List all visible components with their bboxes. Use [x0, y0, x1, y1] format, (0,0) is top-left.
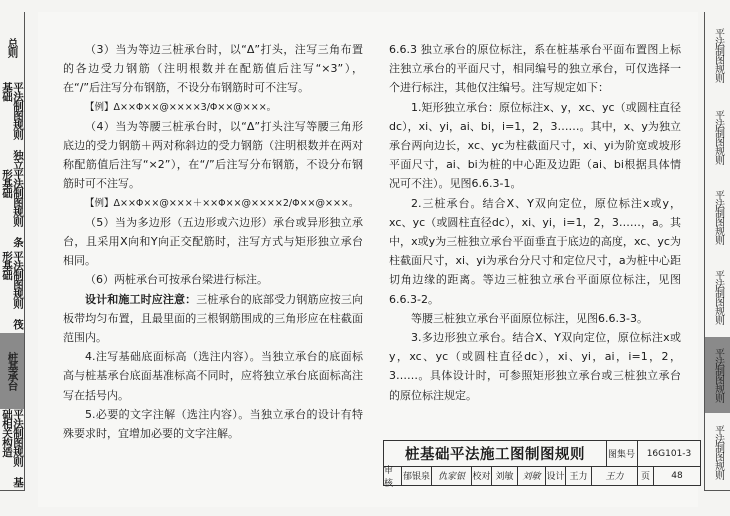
paragraph: （4）当为等腰三桩承台时，以“Δ”打头注写等腰三角形底边的受力钢筋＋两对称斜边的受力钢筋（注明根数并在两对称配筋值后注写“×2”），在“/”后注写分布钢筋，不设分布钢筋时可不注写。	[63, 119, 363, 191]
example-line: 【例】Δ××Φ××@×××＋××Φ××@××××2/Φ××@×××。	[85, 197, 359, 209]
checker-signature: 刘敏	[518, 466, 546, 485]
right-tab-5[interactable]: 平法制图规则	[704, 337, 730, 414]
checker-name: 刘敏	[492, 466, 518, 485]
paragraph: （6）两桩承台可按承台梁进行标注。	[85, 273, 268, 287]
tab-raft-foundation[interactable]: 平法制图规则 筏形基础	[0, 251, 25, 334]
paragraph: 等腰三桩独立承台平面原位标注，见图6.6.3-3。	[411, 311, 648, 325]
paragraph: 5.必要的文字注解（选注内容）。当独立承台的设计有特殊要求时，宜增加必要的文字注解。	[63, 407, 363, 441]
left-chapter-tabs	[0, 12, 24, 490]
paragraph: 3.多边形独立承台。结合X、Y双向定位，原位标注x或y，xc、yc（或圆柱直径dc），xi、yi，ai，i=1，2，3……。具体设计时，可参照矩形独立承台或三桩独立承台的原位标注规定。	[389, 331, 681, 402]
right-chapter-tabs	[704, 12, 730, 490]
design-label: 设计	[546, 466, 566, 485]
right-text-column	[389, 40, 681, 405]
right-tab-2[interactable]: 平法制图规则	[704, 97, 730, 178]
reviewer-signature: 仇家银	[432, 466, 472, 485]
page-number: 48	[671, 470, 683, 481]
paragraph: 1.矩形独立承台：原位标注x、y，xc、yc（或圆柱直径dc），xi、yi，ai、bi，i=1，2，3……。其中，x、y为独立承台两向边长，xc、yc为柱截面尺寸，xi、yi为阶宽或坡形平面尺寸，ai、bi为桩的中心距及边距（ai、bi根据具体情况可不注）。见图6.6.3-1。	[389, 100, 681, 191]
right-tab-3[interactable]: 平法制图规则	[704, 177, 730, 258]
tab-pile-cap[interactable]: 桩基承台	[0, 333, 25, 410]
tab-foundation-details[interactable]: 平法制图规则 基础相关构造	[0, 409, 25, 491]
paragraph: （5）当为多边形（五边形或六边形）承台或异形独立承台，且采用X向和Y向正交配筋时，注写方式与矩形独立承台相同。	[63, 215, 363, 268]
designer-name: 王力	[566, 466, 592, 485]
title-block	[383, 440, 701, 489]
drawing-title: 桩基础平法施工图制图规则	[384, 441, 607, 466]
designer-signature: 王力	[592, 466, 638, 485]
example-line: 【例】Δ××Φ××@××××3/Φ××@×××。	[85, 101, 277, 113]
right-tab-6[interactable]: 平法制图规则	[704, 413, 730, 491]
reviewer-name: 郁银泉	[402, 466, 432, 485]
section-heading-paragraph: 6.6.3 独立承台的原位标注，系在桩基承台平面布置图上标注独立承台的平面尺寸，相同编号的独立承台，可仅选择一个进行标注，其他仅注编号。注写规定如下：	[389, 43, 681, 95]
tab-general[interactable]: 总则	[0, 12, 25, 83]
right-tab-4[interactable]: 平法制图规则	[704, 257, 730, 338]
left-text-column	[63, 40, 363, 443]
design-note-paragraph: 设计和施工时应注意：三桩承台的底部受力钢筋应按三向板带均匀布置，且最里面的三根钢筋围成的三角形应在柱截面范围内。	[63, 292, 363, 345]
right-tab-1[interactable]: 平法制图规则	[704, 12, 730, 98]
atlas-number: 16G101-3	[646, 448, 692, 459]
paragraph: 2.三桩承台。结合X、Y双向定位，原位标注x或y，xc、yc（或圆柱直径dc），xi、yi，i=1，2，3……，a。其中，x或y为三桩独立承台平面垂直于底边的高度，xc、yc为柱截面尺寸，xi、yi为承台分尺寸和定位尺寸，a为桩中心距切角边缘的距离。等边三桩独立承台平面原位标注，见图6.6.3-2。	[389, 196, 681, 306]
review-label: 审核	[384, 466, 402, 485]
tab-isolated-foundation[interactable]: 平法制图规则 独立基础	[1, 82, 24, 169]
paragraph: 4.注写基础底面标高（选注内容）。当独立承台的底面标高与桩基承台底面基准标高不同时，应将独立承台底面标高注写在括号内。	[63, 350, 363, 402]
paragraph: （3）当为等边三桩承台时，以“Δ”打头，注写三角布置的各边受力钢筋（注明根数并在配筋值后注写“×3”），在“/”后注写分布钢筋，不设分布钢筋时可不注写。	[63, 43, 363, 95]
check-label: 校对	[472, 466, 492, 485]
design-note-lead: 设计和施工时应注意：	[85, 292, 197, 306]
page-label: 页	[638, 466, 654, 485]
tab-strip-foundation[interactable]: 平法制图规则 条形基础	[0, 169, 25, 252]
atlas-label: 图集号	[606, 441, 638, 466]
